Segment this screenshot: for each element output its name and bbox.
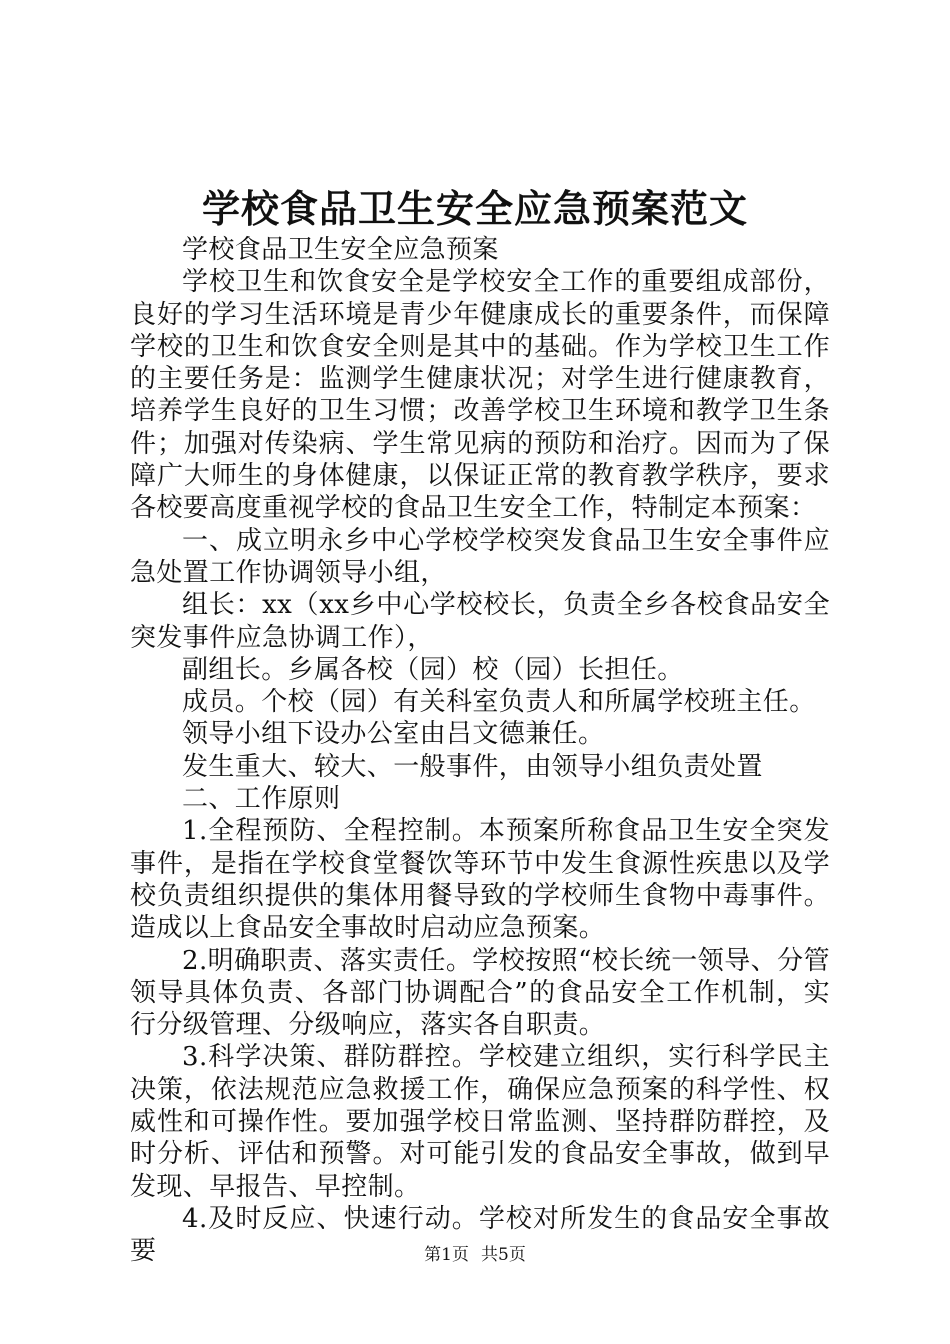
paragraph: 副组长。乡属各校（园）校（园）长担任。 xyxy=(182,654,684,685)
paragraph: 学校卫生和饮食安全是学校安全工作的重要组成部份，良好的学习生活环境是青少年健康成长的重要条件，而保障学校的卫生和饮食安全则是其中的基础。作为学校卫生工作的主要任务是：监测学生健康状况；对学生进行健康教育，培养学生良好的卫生习惯；改善学校卫生环境和教学卫生条件；加强对传染病、学生常见病的预防和治疗。因而为了保障广大师生的身体健康，以保证正常的教育教学秩序，要求各校要高度重视学校的食品卫生安全工作，特制定本预案： xyxy=(130,267,830,524)
document-title: 学校食品卫生安全应急预案范文 xyxy=(201,186,748,231)
paragraph: 领导小组下设办公室由吕文德兼任。 xyxy=(182,719,605,750)
paragraph: 二、工作原则 xyxy=(182,784,341,815)
paragraph: 一、成立明永乡中心学校学校突发食品卫生安全事件应急处置工作协调领导小组， xyxy=(130,525,830,588)
paragraph: 2.明确职责、落实责任。学校按照“校长统一领导、分管领导具体负责、各部门协调配合”的食品安全工作机制，实行分级管理、分级响应，落实各自职责。 xyxy=(130,945,830,1041)
paragraph: 组长：xx（xx乡中心学校校长，负责全乡各校食品安全突发事件应急协调工作）， xyxy=(130,590,830,653)
paragraph: 1.全程预防、全程控制。本预案所称食品卫生安全突发事件，是指在学校食堂餐饮等环节中发生食源性疾患以及学校负责组织提供的集体用餐导致的学校师生食物中毒事件。造成以上食品安全事故时启动应急预案。 xyxy=(130,816,830,944)
page-total: 共5页 xyxy=(481,1245,526,1265)
paragraph: 4.及时反应、快速行动。学校对所发生的食品安全事故要 xyxy=(130,1203,830,1267)
paragraph: 发生重大、较大、一般事件，由领导小组负责处置 xyxy=(182,751,763,782)
page-footer xyxy=(0,1244,950,1266)
paragraph: 学校食品卫生安全应急预案 xyxy=(182,235,499,265)
paragraph: 成员。个校（园）有关科室负责人和所属学校班主任。 xyxy=(182,687,816,718)
document-body xyxy=(130,234,830,1268)
paragraph: 3.科学决策、群防群控。学校建立组织，实行科学民主决策，依法规范应急救援工作，确保应急预案的科学性、权威性和可操作性。要加强学校日常监测、坚持群防群控，及时分析、评估和预警。对可能引发的食品安全事故，做到早发现、早报告、早控制。 xyxy=(130,1042,830,1202)
page-number: 第1页 xyxy=(424,1245,469,1265)
